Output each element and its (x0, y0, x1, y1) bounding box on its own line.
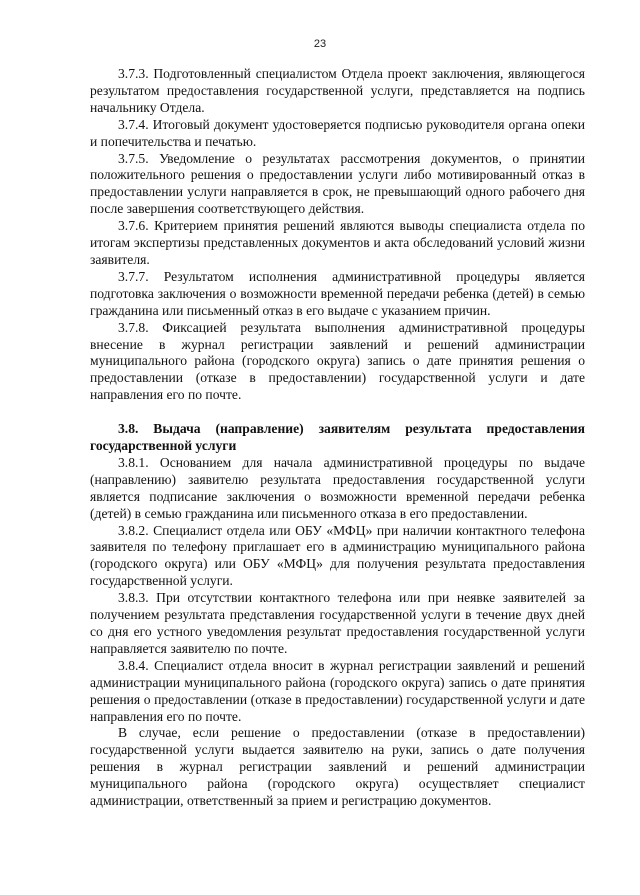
paragraph-3-8-3: 3.8.3. При отсутствии контактного телефона или при неявке заявителей за получением результата представления государственной услуги в течение двух дней со дня его устного уведомления результат предоставления государственной услуги направляется заявителю по почте. (90, 590, 585, 656)
paragraph-3-8-4: 3.8.4. Специалист отдела вносит в журнал регистрации заявлений и решений администрации муниципального района (городского округа) запись о дате принятия решения о предоставлении (отказе в предоставлении) государственной услуги и дате направления его по почте. (90, 657, 585, 724)
paragraph-3-7-8: 3.7.8. Фиксацией результата выполнения административной процедуры внесение в журнал регистрации заявлений и решений администрации муниципального района (городского округа) запись о дате принятия решения о предоставлении (отказе в предоставлении) государственной услуги и дате направления его по почте. (90, 319, 585, 403)
paragraph-3-8-1: 3.8.1. Основанием для начала административной процедуры по выдаче (направлению) заявителю результата предоставления государственной услуги является подписание заключения о возможности временной передачи ребенка (детей) в семью гражданина или письменного отказа в его предоставлении. (90, 454, 585, 521)
paragraph-3-7-3: 3.7.3. Подготовленный специалистом Отдела проект заключения, являющегося результатом предоставления государственной услуги, представляется на подпись начальнику Отдела. (90, 66, 585, 115)
page-number: 23 (313, 38, 327, 50)
paragraph-3-7-5: 3.7.5. Уведомление о результатах рассмотрения документов, о принятии положительного решения о предоставлении услуги либо мотивированный отказ в предоставлении услуги направляется в срок, не превышающий одного рабочего дня после завершения соответствующего действия. (90, 150, 585, 217)
paragraph-3-7-4: 3.7.4. Итоговый документ удостоверяется подписью руководителя органа опеки и попечительства и печатью. (90, 116, 585, 149)
paragraph-3-7-7: 3.7.7. Результатом исполнения административной процедуры является подготовка заключения о возможности временной передачи ребенка (детей) в семью гражданина или письменный отказ в его выдаче с указанием причин. (90, 268, 585, 318)
paragraph-final: В случае, если решение о предоставлении (отказе в предоставлении) государственной услуги выдается заявителю на руки, запись о дате получения решения в журнал регистрации заявлений и решений администрации муниципального района (городского округа) осуществляет специалист администрации, ответственный за прием и регистрацию документов. (90, 725, 585, 809)
section-heading: 3.8. Выдача (направление) заявителям результата предоставления государственной услуги (90, 421, 585, 454)
document-body (90, 66, 585, 810)
paragraph-3-7-6: 3.7.6. Критерием принятия решений являются выводы специалиста отдела по итогам экспертизы представленных документов и акта обследований условий жизни заявителя. (90, 218, 585, 267)
paragraph-3-8-2: 3.8.2. Специалист отдела или ОБУ «МФЦ» при наличии контактного телефона заявителя по телефону приглашает его в администрацию муниципального района (городского округа) или ОБУ «МФЦ» для получения результата предоставления государственной услуги. (90, 522, 585, 589)
